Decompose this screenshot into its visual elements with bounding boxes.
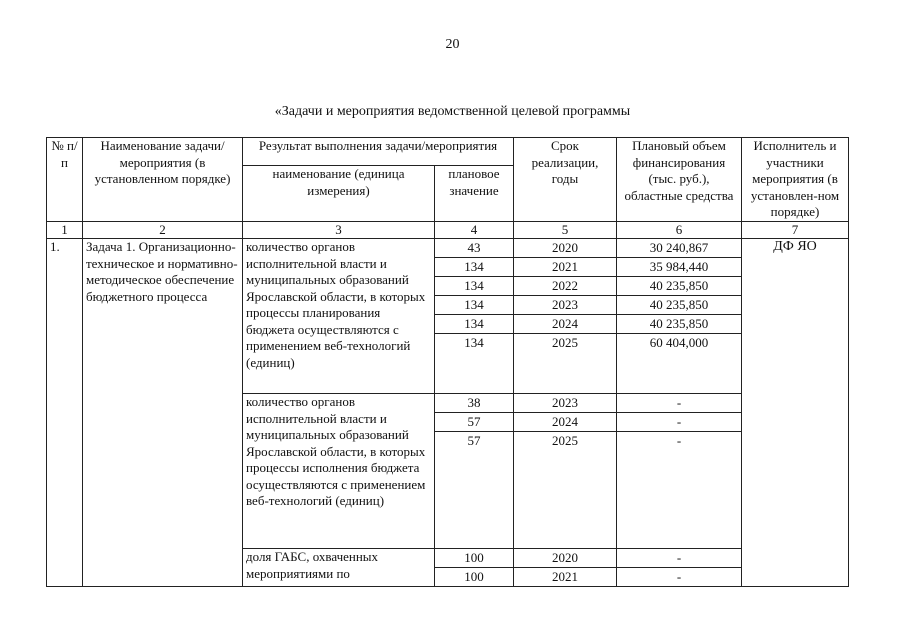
column-number-row bbox=[47, 221, 849, 239]
result-value: 134 bbox=[435, 277, 513, 296]
result-values bbox=[435, 549, 514, 587]
header-result-name: наименование (единица измерения) bbox=[243, 166, 435, 221]
result-funding: - bbox=[676, 569, 682, 584]
result-year: 2021 bbox=[552, 569, 578, 584]
result-year: 2025 bbox=[552, 433, 578, 448]
result-value: 100 bbox=[464, 569, 484, 584]
header-result-value: плановое значение bbox=[435, 166, 514, 221]
task-executor: ДФ ЯО bbox=[742, 239, 849, 587]
result-values bbox=[435, 239, 514, 394]
result-year: 2022 bbox=[514, 277, 616, 296]
result-year: 2024 bbox=[514, 413, 616, 432]
result-year: 2020 bbox=[514, 549, 616, 568]
header-executor: Исполнитель и участники мероприятия (в установлен-ном порядке) bbox=[742, 138, 849, 222]
result-fundings bbox=[617, 239, 742, 394]
header-result-group: Результат выполнения задачи/мероприятия bbox=[243, 138, 514, 166]
table-row bbox=[47, 239, 849, 394]
result-years bbox=[514, 394, 617, 549]
result-funding: 60 404,000 bbox=[649, 335, 709, 350]
result-funding: - bbox=[617, 413, 741, 432]
result-value: 134 bbox=[435, 296, 513, 315]
column-number: 1 bbox=[47, 221, 83, 239]
result-years bbox=[514, 239, 617, 394]
result-value: 38 bbox=[435, 394, 513, 413]
column-number: 5 bbox=[514, 221, 617, 239]
result-value: 57 bbox=[467, 433, 481, 448]
result-funding: 35 984,440 bbox=[617, 258, 741, 277]
result-funding: - bbox=[617, 549, 741, 568]
result-funding: - bbox=[676, 433, 682, 448]
result-name: количество органов исполнительной власти и муниципальных образований Ярославской области, в которых процессы исполнения бюджета осуществляются с применением веб-технологий (единиц) bbox=[243, 394, 435, 549]
column-number: 3 bbox=[243, 221, 435, 239]
page-number: 20 bbox=[445, 37, 460, 52]
result-value: 100 bbox=[435, 549, 513, 568]
result-funding: - bbox=[617, 394, 741, 413]
result-funding: 40 235,850 bbox=[617, 296, 741, 315]
result-value: 134 bbox=[435, 315, 513, 334]
result-value: 134 bbox=[435, 258, 513, 277]
result-value: 134 bbox=[464, 335, 484, 350]
column-number: 7 bbox=[742, 221, 849, 239]
document-title: «Задачи и мероприятия ведомственной целевой программы bbox=[274, 104, 631, 119]
result-year: 2024 bbox=[514, 315, 616, 334]
header-task-name: Наименование задачи/ мероприятия (в установленном порядке) bbox=[83, 138, 243, 222]
result-name: доля ГАБС, охваченных мероприятиями по bbox=[243, 549, 435, 587]
result-name: количество органов исполнительной власти и муниципальных образований Ярославской области, в которых процессы планирования бюджета осуществляются с применением веб-технологий (единиц) bbox=[243, 239, 435, 394]
result-year: 2023 bbox=[514, 394, 616, 413]
result-funding: 40 235,850 bbox=[617, 277, 741, 296]
task-name: Задача 1. Организационно-техническое и нормативно-методическое обеспечение бюджетного процесса bbox=[83, 239, 243, 587]
column-number: 2 bbox=[83, 221, 243, 239]
column-number: 6 bbox=[617, 221, 742, 239]
result-year: 2025 bbox=[552, 335, 578, 350]
header-row-1 bbox=[47, 138, 849, 166]
result-funding: 40 235,850 bbox=[617, 315, 741, 334]
program-table bbox=[46, 137, 849, 587]
result-year: 2021 bbox=[514, 258, 616, 277]
result-fundings bbox=[617, 549, 742, 587]
header-term: Срок реализации, годы bbox=[514, 138, 617, 222]
result-values bbox=[435, 394, 514, 549]
task-number: 1. bbox=[47, 239, 83, 587]
result-value: 57 bbox=[435, 413, 513, 432]
result-year: 2020 bbox=[514, 239, 616, 258]
result-years bbox=[514, 549, 617, 587]
column-number: 4 bbox=[435, 221, 514, 239]
result-fundings bbox=[617, 394, 742, 549]
result-funding: 30 240,867 bbox=[617, 239, 741, 258]
result-value: 43 bbox=[435, 239, 513, 258]
header-funding: Плановый объем финансирования (тыс. руб.), областные средства bbox=[617, 138, 742, 222]
header-num: № п/п bbox=[47, 138, 83, 222]
result-year: 2023 bbox=[514, 296, 616, 315]
